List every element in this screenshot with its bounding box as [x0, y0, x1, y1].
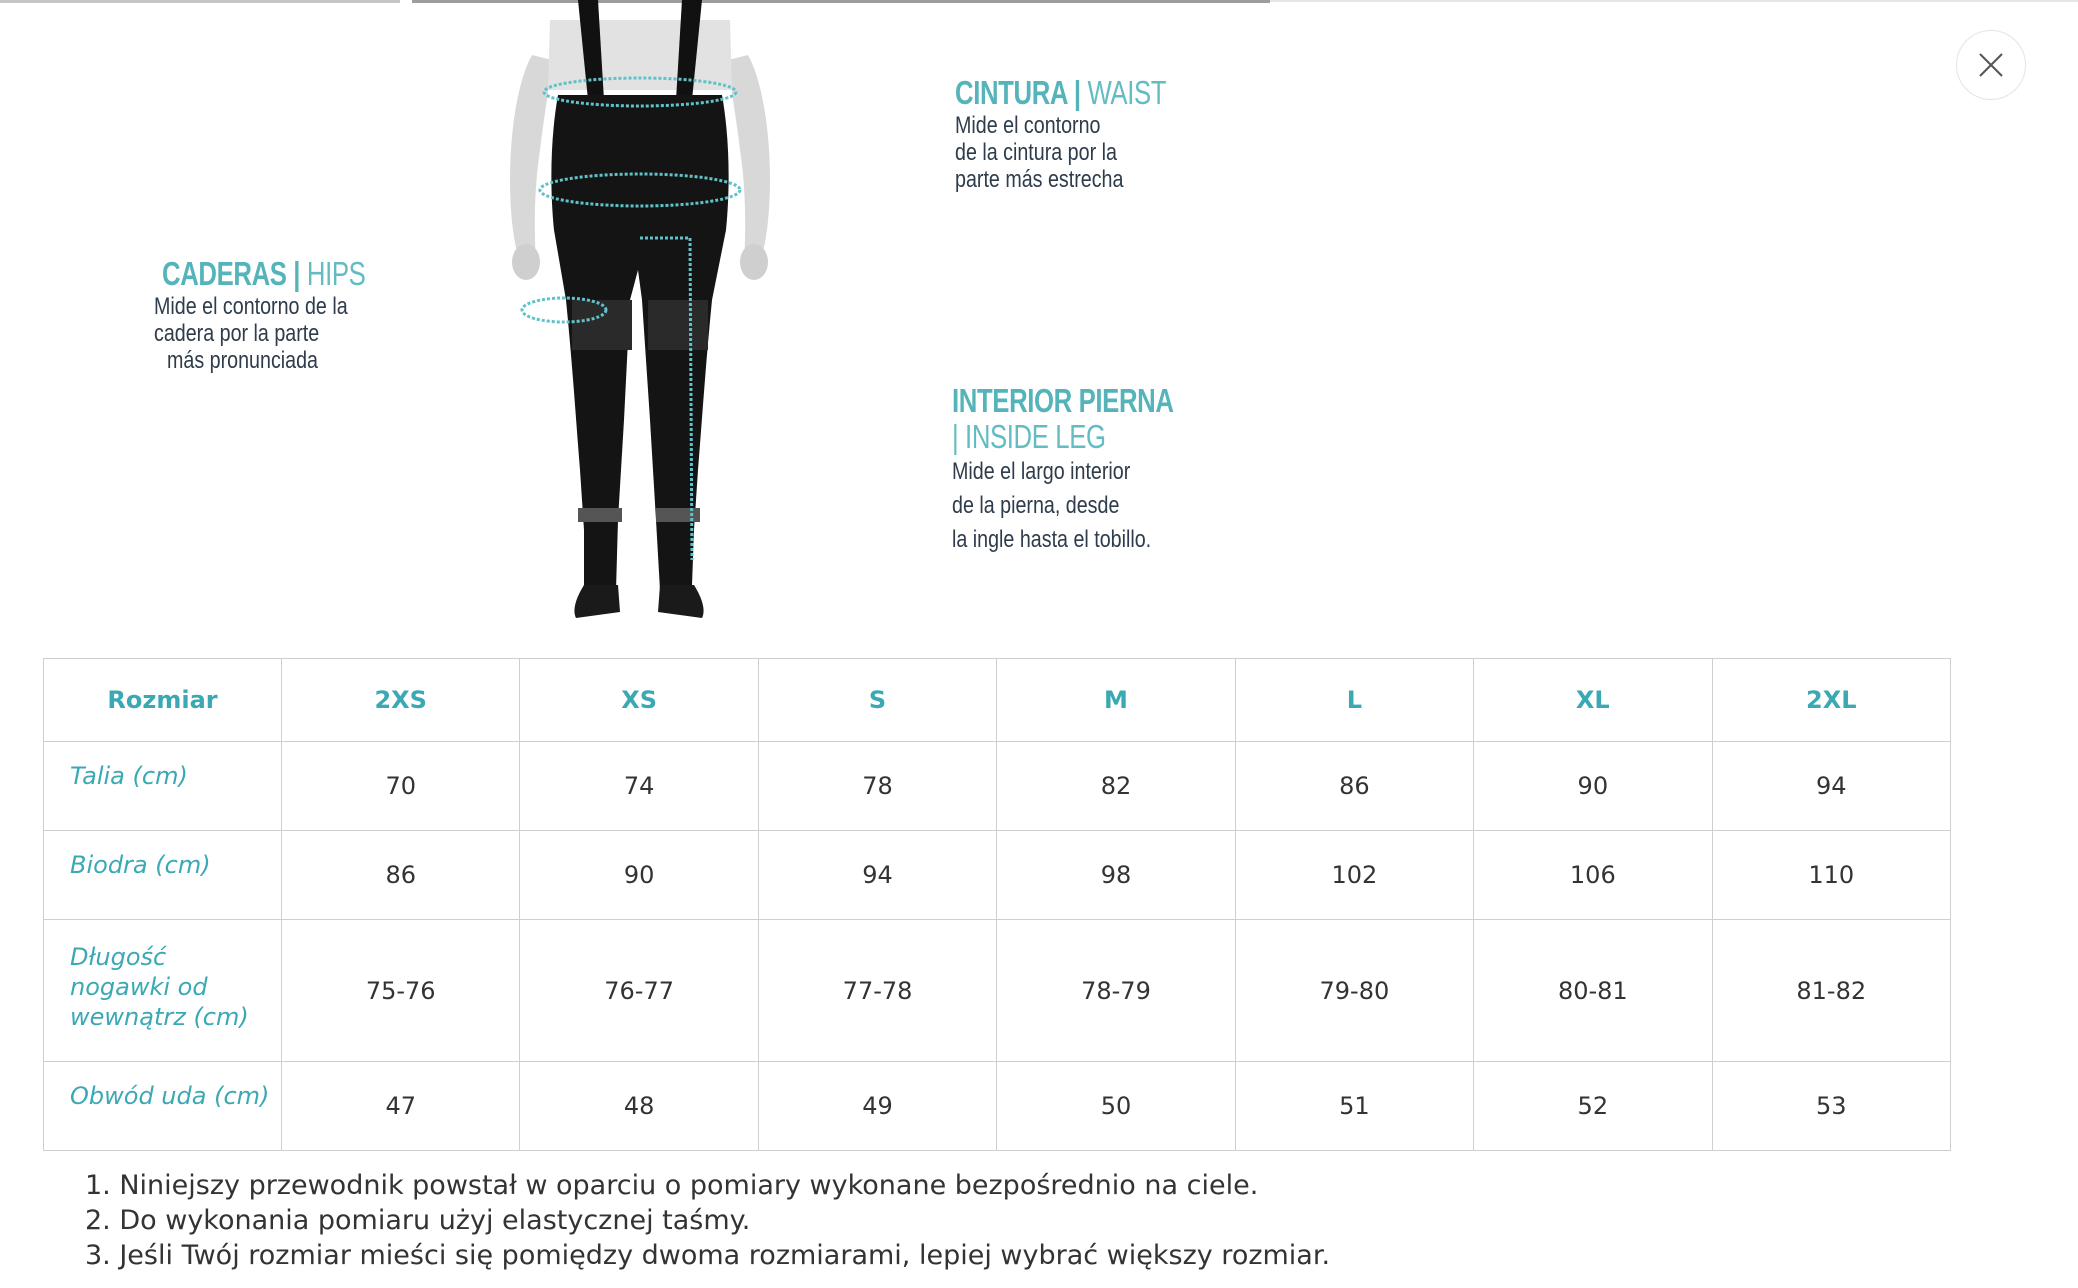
hips-description	[154, 293, 348, 374]
hips-label	[118, 255, 366, 374]
inside-leg-label	[952, 383, 1236, 557]
table-header-row	[44, 659, 1951, 742]
table-cell: 106	[1474, 831, 1712, 920]
table-cell: 77-78	[758, 920, 996, 1062]
table-cell: 86	[1235, 742, 1473, 831]
top-progress-bar	[0, 0, 2078, 3]
table-cell: 86	[282, 831, 520, 920]
inside-leg-title-es: INTERIOR PIERNA	[952, 382, 1174, 419]
row-label-text: Obwód uda (cm)	[70, 1082, 270, 1110]
inside-leg-title-en: | INSIDE LEG	[952, 418, 1106, 455]
row-label-text: Biodra (cm)	[70, 851, 211, 879]
table-cell: 94	[1712, 742, 1950, 831]
row-label	[44, 831, 282, 920]
table-cell: 47	[282, 1062, 520, 1151]
table-cell: 75-76	[282, 920, 520, 1062]
row-label-line: wewnątrz (cm)	[70, 1002, 249, 1031]
inside-leg-desc-line: la ingle hasta el tobillo.	[952, 526, 1152, 553]
inside-leg-desc-line: Mide el largo interior	[952, 458, 1131, 485]
hips-desc-line: Mide el contorno de la	[154, 293, 348, 320]
note-item: 3. Jeśli Twój rozmiar mieści się pomiędzy dwoma rozmiarami, lepiej wybrać większy rozmiar.	[85, 1240, 1331, 1271]
hips-desc-line: más pronunciada	[167, 347, 318, 374]
size-col-2xs: 2XS	[282, 659, 520, 742]
hips-title	[162, 255, 366, 293]
table-cell: 51	[1235, 1062, 1473, 1151]
table-cell: 50	[997, 1062, 1235, 1151]
size-col-s: S	[758, 659, 996, 742]
table-cell: 110	[1712, 831, 1950, 920]
waist-label	[955, 74, 1226, 193]
waist-title-es: CINTURA |	[955, 74, 1081, 111]
table-row-waist	[44, 742, 1951, 831]
table-cell: 82	[997, 742, 1235, 831]
table-cell: 80-81	[1474, 920, 1712, 1062]
row-label-line: Długość	[70, 942, 167, 971]
row-label-text: Talia (cm)	[70, 762, 188, 790]
table-cell: 53	[1712, 1062, 1950, 1151]
hips-title-en: HIPS	[306, 255, 366, 292]
top-bar-segment	[0, 0, 400, 3]
table-cell: 49	[758, 1062, 996, 1151]
table-row-thigh	[44, 1062, 1951, 1151]
table-cell: 79-80	[1235, 920, 1473, 1062]
note-item: 2. Do wykonania pomiaru użyj elastycznej taśmy.	[85, 1205, 751, 1236]
table-cell: 52	[1474, 1062, 1712, 1151]
close-icon	[1978, 52, 2004, 78]
close-button[interactable]	[1956, 30, 2026, 100]
waist-desc-line: Mide el contorno	[955, 112, 1101, 139]
table-cell: 81-82	[1712, 920, 1950, 1062]
notes-list	[85, 1168, 1330, 1273]
table-cell: 76-77	[520, 920, 758, 1062]
table-cell: 90	[1474, 742, 1712, 831]
top-bar-segment	[1270, 0, 2078, 2]
waist-title-en: WAIST	[1087, 74, 1167, 111]
row-label-text	[70, 942, 280, 1032]
table-row-inseam	[44, 920, 1951, 1062]
size-col-xl: XL	[1474, 659, 1712, 742]
table-cell: 74	[520, 742, 758, 831]
row-label	[44, 742, 282, 831]
table-cell: 98	[997, 831, 1235, 920]
table-cell: 70	[282, 742, 520, 831]
row-label	[44, 920, 282, 1062]
size-col-m: M	[997, 659, 1235, 742]
waist-title	[955, 74, 1166, 112]
waist-desc-line: parte más estrecha	[955, 166, 1124, 193]
table-row-hips	[44, 831, 1951, 920]
inside-leg-title	[952, 383, 1174, 455]
waist-desc-line: de la cintura por la	[955, 139, 1117, 166]
table-cell: 94	[758, 831, 996, 920]
inside-leg-desc-line: de la pierna, desde	[952, 492, 1120, 519]
size-col-2xl: 2XL	[1712, 659, 1950, 742]
table-cell: 90	[520, 831, 758, 920]
hips-desc-line: cadera por la parte	[154, 320, 320, 347]
size-header: Rozmiar	[44, 659, 282, 742]
size-chart-table	[43, 658, 1951, 1151]
note-item: 1. Niniejszy przewodnik powstał w oparciu o pomiary wykonane bezpośrednio na ciele.	[85, 1170, 1259, 1201]
table-cell: 78-79	[997, 920, 1235, 1062]
row-label	[44, 1062, 282, 1151]
hips-title-es: CADERAS |	[162, 255, 301, 292]
size-col-xs: XS	[520, 659, 758, 742]
table-cell: 102	[1235, 831, 1473, 920]
table-cell: 48	[520, 1062, 758, 1151]
cyclist-measurement-figure	[480, 0, 800, 625]
size-col-l: L	[1235, 659, 1473, 742]
row-label-line: nogawki od	[70, 972, 208, 1001]
inside-leg-description	[952, 455, 1185, 557]
waist-description	[955, 112, 1177, 193]
table-cell: 78	[758, 742, 996, 831]
